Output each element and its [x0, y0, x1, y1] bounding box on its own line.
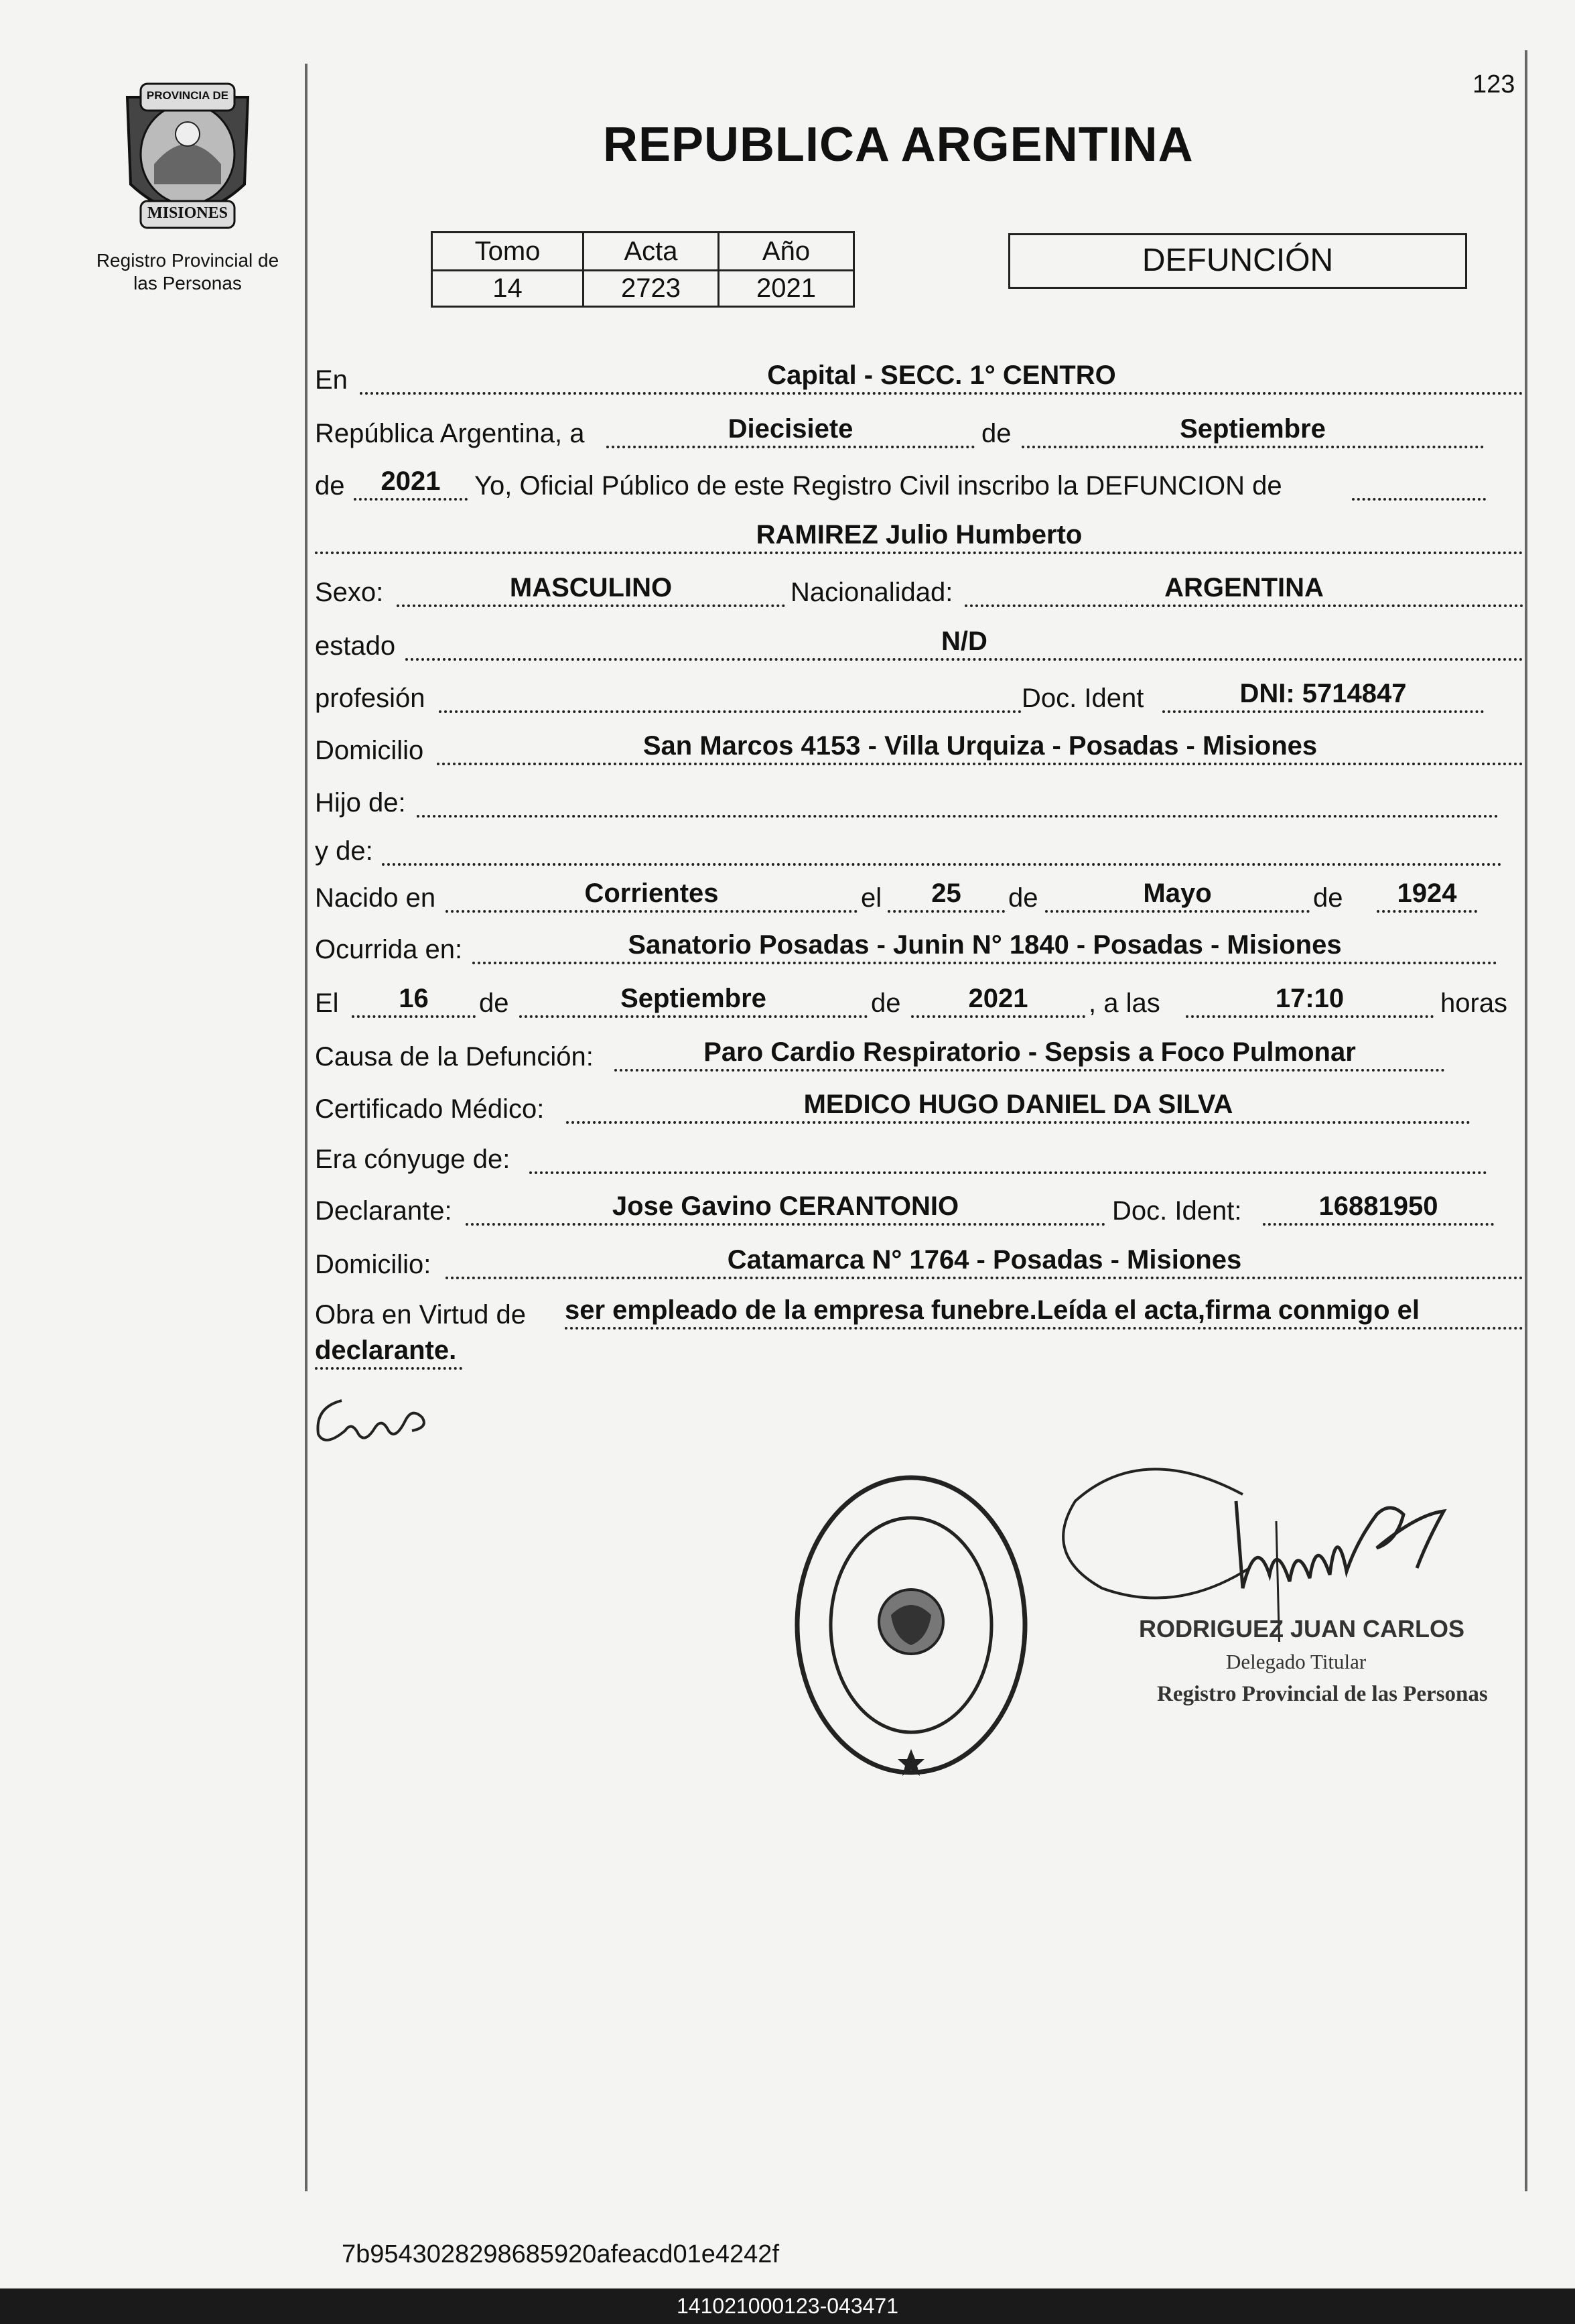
hijo-value: [417, 781, 1499, 818]
nacido-dia: 25: [888, 877, 1005, 913]
causa-value: Paro Cardio Respiratorio - Sepsis a Foco Pulmonar: [614, 1035, 1445, 1072]
year-value: 2021: [354, 464, 468, 501]
muerte-dia: 16: [352, 982, 476, 1018]
ocurrida-value: Sanatorio Posadas - Junin N° 1840 - Posadas - Misiones: [472, 928, 1497, 964]
de-label-4: de: [1313, 883, 1343, 913]
inscribo-continuation: [1352, 464, 1486, 501]
doc-value: DNI: 5714847: [1162, 677, 1484, 713]
page-number: 123: [1473, 70, 1515, 99]
nacionalidad-label: Nacionalidad:: [791, 578, 953, 607]
official-role: Delegado Titular: [1226, 1650, 1367, 1673]
en-label: En: [315, 365, 348, 395]
de-label-6: de: [871, 988, 901, 1018]
domicilio2-value: Catamarca N° 1764 - Posadas - Misiones: [446, 1243, 1523, 1279]
de-label-5: de: [479, 988, 509, 1018]
nacido-anio: 1924: [1377, 877, 1477, 913]
sexo-label: Sexo:: [315, 578, 384, 607]
registry-label-line-1: Registro Provincial de: [96, 250, 279, 271]
month-text: Septiembre: [1022, 412, 1484, 448]
conyuge-label: Era cónyuge de:: [315, 1145, 510, 1174]
certificado-value: MEDICO HUGO DANIEL DA SILVA: [566, 1088, 1470, 1124]
emblem-top-text: PROVINCIA DE: [146, 89, 229, 102]
profesion-value: [439, 677, 1022, 713]
en-value: Capital - SECC. 1° CENTRO: [360, 359, 1523, 395]
acta-header: Acta: [584, 233, 719, 271]
registry-label-line-2: las Personas: [133, 273, 242, 294]
nacido-label: Nacido en: [315, 883, 436, 913]
official-signature: [1042, 1441, 1497, 1642]
record-type-box: DEFUNCIÓN: [1008, 233, 1467, 289]
footer-barcode-text: 141021000123-043471: [0, 2288, 1575, 2324]
alas-label: , a las: [1089, 988, 1160, 1018]
left-margin-line: [305, 64, 307, 2191]
official-stamp: [791, 1471, 1032, 1779]
official-office: Registro Provincial de las Personas: [1157, 1682, 1488, 1706]
estado-value: N/D: [405, 625, 1523, 661]
tomo-value: 14: [432, 271, 584, 307]
nacionalidad-value: ARGENTINA: [965, 571, 1523, 607]
de-label-3: de: [1008, 883, 1038, 913]
reference-table: [431, 231, 855, 308]
domicilio2-label: Domicilio:: [315, 1250, 431, 1279]
declarante-value: Jose Gavino CERANTONIO: [466, 1189, 1105, 1226]
page-title: REPUBLICA ARGENTINA: [603, 118, 1194, 172]
obra-label: Obra en Virtud de: [315, 1300, 527, 1330]
el-label-2: El: [315, 988, 339, 1018]
obra-line-2: declarante.: [315, 1334, 462, 1370]
certificado-label: Certificado Médico:: [315, 1094, 545, 1124]
obra-line-1: ser empleado de la empresa funebre.Leída el acta,firma conmigo el: [565, 1293, 1523, 1330]
inscribo-text: Yo, Oficial Público de este Registro Civil inscribo la DEFUNCION de: [474, 471, 1282, 501]
el-label-1: el: [861, 883, 882, 913]
declarante-label: Declarante:: [315, 1196, 452, 1226]
declarant-initials-signature: [312, 1380, 446, 1454]
hijo-label: Hijo de:: [315, 788, 406, 818]
domicilio-value: San Marcos 4153 - Villa Urquiza - Posadas - Misiones: [437, 729, 1523, 765]
official-name: RODRIGUEZ JUAN CARLOS: [1139, 1615, 1465, 1642]
misiones-emblem: [114, 77, 261, 238]
conyuge-value: [529, 1138, 1487, 1174]
doc2-value: 16881950: [1263, 1189, 1494, 1226]
sexo-value: MASCULINO: [397, 571, 785, 607]
yde-label: y de:: [315, 836, 373, 866]
doc2-label: Doc. Ident:: [1112, 1196, 1242, 1226]
registry-label: [74, 249, 301, 295]
ocurrida-label: Ocurrida en:: [315, 935, 463, 964]
emblem-bottom-text: MISIONES: [147, 204, 228, 222]
anio-header: Año: [719, 233, 854, 271]
hora-value: 17:10: [1186, 982, 1434, 1018]
domicilio-label: Domicilio: [315, 736, 424, 765]
acta-value: 2723: [584, 271, 719, 307]
day-text: Diecisiete: [606, 412, 975, 448]
profesion-label: profesión: [315, 684, 425, 713]
anio-value: 2021: [719, 271, 854, 307]
de-label-2: de: [315, 471, 345, 501]
muerte-anio: 2021: [911, 982, 1085, 1018]
doc-label: Doc. Ident: [1022, 684, 1144, 713]
deceased-name: RAMIREZ Julio Humberto: [315, 518, 1523, 554]
nacido-mes: Mayo: [1045, 877, 1310, 913]
de-label-1: de: [981, 419, 1012, 448]
muerte-mes: Septiembre: [519, 982, 868, 1018]
yde-value: [382, 830, 1502, 866]
tomo-header: Tomo: [432, 233, 584, 271]
horas-label: horas: [1440, 988, 1508, 1018]
republica-label: República Argentina, a: [315, 419, 585, 448]
right-margin-line: [1525, 50, 1527, 2191]
estado-label: estado: [315, 631, 396, 661]
document-hash: 7b9543028298685920afeacd01e4242f: [342, 2240, 779, 2268]
causa-label: Causa de la Defunción:: [315, 1042, 594, 1072]
nacido-lugar: Corrientes: [446, 877, 858, 913]
